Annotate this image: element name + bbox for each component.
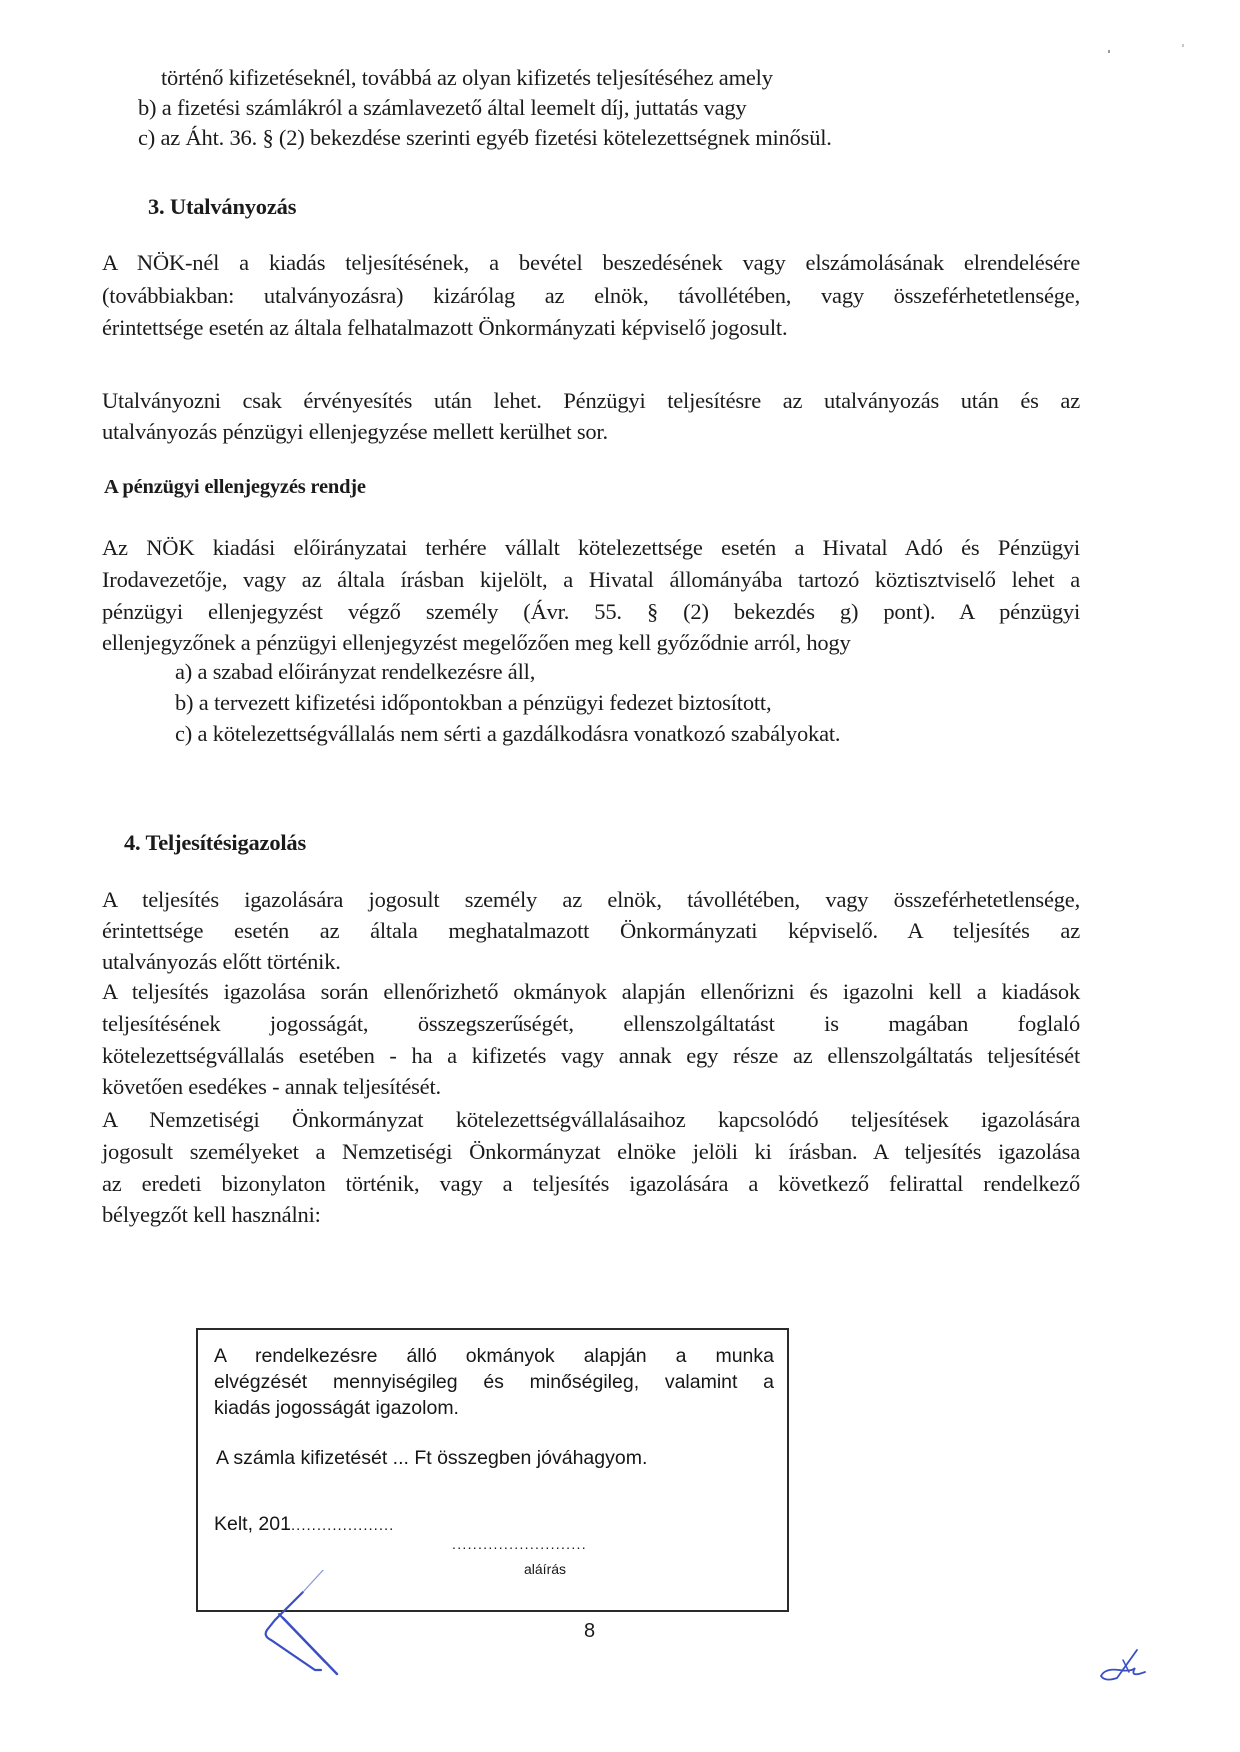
- section-4-para3-line: bélyegzőt kell használni:: [102, 1202, 321, 1227]
- date-blank: ....................: [290, 1517, 395, 1534]
- subheading-financial-countersignature: A pénzügyi ellenjegyzés rendje: [104, 476, 366, 498]
- intro-list-item-b: b) a fizetési számlákról a számlavezető által leemelt díj, juttatás vagy: [138, 95, 747, 120]
- section-4-para2-line: A teljesítés igazolása során ellenőrizhető okmányok alapján ellenőrizni és igazolni kell a kiadások: [102, 979, 1080, 1004]
- stamp-statement-line: elvégzését mennyiségileg és minőségileg, valamint a: [214, 1371, 774, 1393]
- section-3-para1-line: érintettsége esetén az általa felhatalmazott Önkormányzati képviselő jogosult.: [102, 315, 788, 340]
- scan-speck: [1108, 50, 1110, 53]
- date-label: Kelt, 201: [214, 1513, 291, 1535]
- stamp-statement-line: kiadás jogosságát igazolom.: [214, 1397, 459, 1419]
- section-3-para1-line: A NÖK-nél a kiadás teljesítésének, a bevétel beszedésének vagy elszámolásának elrendelésére: [102, 250, 1080, 275]
- stamp-approval-line: A számla kifizetését ... Ft összegben jóváhagyom.: [216, 1447, 648, 1469]
- section-3-para3-line: pénzügyi ellenjegyzést végző személy (Ávr. 55. § (2) bekezdés g) pont). A pénzügyi: [102, 599, 1080, 624]
- section-3-heading: 3. Utalványozás: [148, 194, 297, 219]
- section-4-para2-line: kötelezettségvállalás esetében - ha a kifizetés vagy annak egy része az ellenszolgáltatás teljesítését: [102, 1043, 1080, 1068]
- section-4-heading: 4. Teljesítésigazolás: [124, 830, 307, 855]
- section-4-para3-line: A Nemzetiségi Önkormányzat kötelezettségvállalásaihoz kapcsolódó teljesítések igazolására: [102, 1107, 1080, 1132]
- intro-line: történő kifizetéseknél, továbbá az olyan kifizetés teljesítéséhez amely: [161, 65, 773, 90]
- section-4-para1-line: utalványozás előtt történik.: [102, 949, 341, 974]
- section-4-para3-line: jogosult személyeket a Nemzetiségi Önkormányzat elnöke jelöli ki írásban. A teljesítés igazolása: [102, 1139, 1080, 1164]
- condition-a: a) a szabad előirányzat rendelkezésre áll,: [175, 659, 536, 684]
- condition-c: c) a kötelezettségvállalás nem sérti a gazdálkodásra vonatkozó szabályokat.: [175, 721, 841, 746]
- section-4-para3-line: az eredeti bizonylaton történik, vagy a teljesítés igazolására a következő felirattal rendelkező: [102, 1171, 1080, 1196]
- section-3-para3-line: Irodavezetője, vagy az általa írásban kijelölt, a Hivatal állományába tartozó köztisztviselő lehet a: [102, 567, 1080, 592]
- condition-b: b) a tervezett kifizetési időpontokban a pénzügyi fedezet biztosított,: [175, 690, 772, 715]
- section-3-para2-line: Utalványozni csak érvényesítés után lehet. Pénzügyi teljesítésre az utalványozás után és az: [102, 388, 1080, 413]
- handwritten-initials-icon: [255, 1570, 375, 1690]
- stamp-date-line: [214, 1512, 394, 1538]
- section-4-para2-line: követően esedékes - annak teljesítését.: [102, 1074, 441, 1099]
- section-4-para2-line: teljesítésének jogosságát, összegszerűségét, ellenszolgáltatást is magában foglaló: [102, 1011, 1080, 1036]
- section-4-para1-line: érintettsége esetén az általa meghatalmazott Önkormányzati képviselő. A teljesítés az: [102, 918, 1080, 943]
- section-4-para1-line: A teljesítés igazolására jogosult személy az elnök, távollétében, vagy összeférhetetlensége,: [102, 887, 1080, 912]
- intro-list-item-c: c) az Áht. 36. § (2) bekezdése szerinti egyéb fizetési kötelezettségnek minősül.: [138, 125, 832, 150]
- section-3-para3-line: ellenjegyzőnek a pénzügyi ellenjegyzést megelőzően meg kell győződnie arról, hogy: [102, 630, 851, 655]
- stamp-statement-line: A rendelkezésre álló okmányok alapján a munka: [214, 1345, 774, 1367]
- page-number: 8: [584, 1620, 596, 1642]
- handwritten-initials-icon: [1095, 1648, 1155, 1688]
- scan-speck: [1182, 44, 1184, 47]
- section-3-para2-line: utalványozás pénzügyi ellenjegyzése mellett kerülhet sor.: [102, 419, 608, 444]
- section-3-para3-line: Az NÖK kiadási előirányzatai terhére vállalt kötelezettsége esetén a Hivatal Adó és Pénzügyi: [102, 535, 1080, 560]
- signature-blank: ..........................: [452, 1536, 587, 1552]
- section-3-para1-line: (továbbiakban: utalványozásra) kizárólag az elnök, távollétében, vagy összeférhetetlensége,: [102, 283, 1080, 308]
- signature-label: aláírás: [524, 1561, 567, 1577]
